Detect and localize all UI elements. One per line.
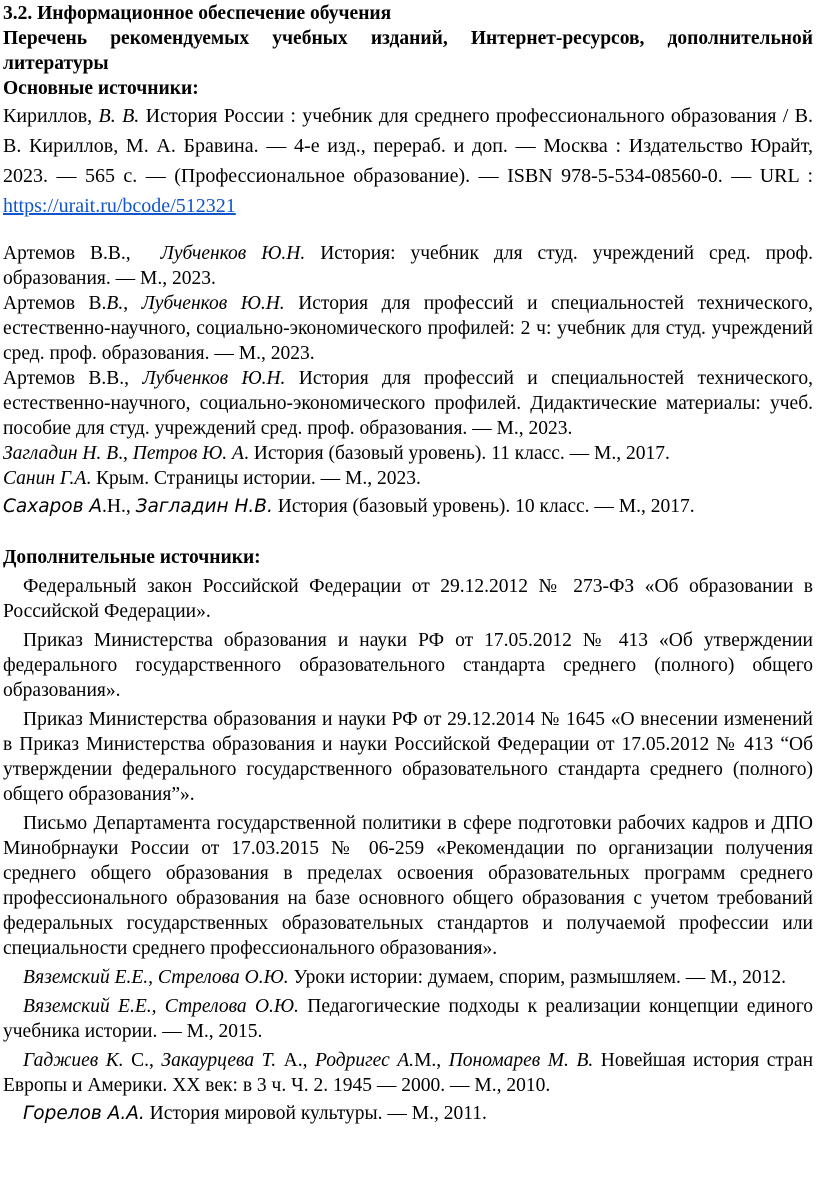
- entry-author: Загладин Н. В: [3, 443, 119, 464]
- entry-vyazemsky-2: [3, 994, 813, 1044]
- entry-author-initials: В. В.: [98, 105, 140, 127]
- entry-order-413: Приказ Министерства образования и науки РФ от 17.05.2012 № 413 «Об утверждении федерального государственного образовательного стандарта среднего (полного) общего образования».: [3, 630, 813, 701]
- entry-text: Педагогические подходы к реализации концепции единого учебника истории. — М., 2015.: [3, 996, 814, 1042]
- entry-gorelov: [3, 1101, 813, 1126]
- entry-coauthor: Петров Ю. А: [132, 443, 244, 464]
- entry-author-sep: ,: [123, 293, 129, 314]
- entry-kirillov: [3, 101, 813, 221]
- entry-sanin: [3, 466, 813, 491]
- entry-author: Вяземский Е.Е., Стрелова О.Ю.: [23, 996, 299, 1017]
- entry-author: Пономарев М. В.: [448, 1050, 594, 1071]
- entry-author-initial: В.: [106, 293, 124, 314]
- entry-zagladin: [3, 441, 813, 466]
- entry-artemov-2: [3, 291, 813, 366]
- spacer: [3, 221, 813, 241]
- entry-vyazemsky-1: [3, 965, 813, 990]
- entry-author-sep: .,: [118, 443, 133, 464]
- entry-author-rest: А.,: [276, 1050, 316, 1071]
- entry-text: История для профессий и специальностей технического, естественно-научного, социально-экономического профилей: 2 ч: учебник для студ. учреждений сред. проф. образования. — М., 2023.: [3, 293, 814, 364]
- entry-author: Вяземский Е.Е., Стрелова О.Ю.: [23, 967, 289, 988]
- section-subtitle: Перечень рекомендуемых учебных изданий, Интернет-ресурсов, дополнительной литературы: [3, 28, 813, 74]
- entry-author-rest: С.,: [123, 1050, 162, 1071]
- entry-text: . Крым. Страницы истории. — М., 2023.: [86, 468, 421, 489]
- entry-artemov-3: [3, 366, 813, 441]
- entry-coauthor: Лубченков Ю.Н.: [160, 243, 306, 264]
- entry-author: Закаурцева Т.: [161, 1050, 277, 1071]
- entry-coauthor: Загладин Н.В.: [135, 496, 273, 517]
- entry-text: . История (базовый уровень). 11 класс. — М., 2017.: [243, 443, 670, 464]
- entry-author: Санин Г.А: [3, 468, 87, 489]
- entry-author: Гаджиев К.: [23, 1050, 124, 1071]
- entry-letter-06-259: Письмо Департамента государственной политики в сфере подготовки рабочих кадров и ДПО Минобрнауки России от 17.03.2015 № 06-259 «Рекомендации по организации получения среднего общего образования в пределах освоения образовательных программ среднего профессионального образования на базе основного общего образования с учетом требований федеральных государственных образовательных стандартов и получаемой профессии или специальности среднего профессионального образования».: [3, 813, 813, 959]
- entry-text: Новейшая история стран Европы и Америки. XX век: в 3 ч. Ч. 2. 1945 — 2000. — М., 2010.: [3, 1050, 813, 1096]
- entry-text: История: учебник для студ. учреждений сред. проф. образования. — М., 2023.: [3, 243, 814, 289]
- entry-author-rest: .Н.,: [102, 496, 131, 517]
- entry-text: История для профессий и специальностей технического, естественно-научного, социально-экономического профилей. Дидактические материалы: учеб. пособие для студ. учреждений сред. проф. образования. — М., 2023.: [3, 368, 813, 439]
- entry-author: Родригес А.: [315, 1050, 415, 1071]
- entry-text: Уроки истории: думаем, спорим, размышляем. — М., 2012.: [293, 967, 786, 988]
- entry-sakharov: [3, 494, 813, 519]
- entry-gadzhiev: [3, 1048, 813, 1098]
- section-title: 3.2. Информационное обеспечение обучения: [3, 3, 392, 24]
- entry-text: История России : учебник для среднего профессионального образования / В. В. Кириллов, М. А. Бравина. — 4-е изд., перераб. и доп. — Москва : Издательство Юрайт, 2023. — 565 с. — (Профессиональное образование). — ISBN 978-5-534-08560-0. — URL :: [3, 105, 814, 187]
- entry-author: Сахаров А: [3, 496, 103, 517]
- entry-coauthor: Лубченков Ю.Н.: [142, 368, 286, 389]
- url-link[interactable]: https://urait.ru/bcode/512321: [3, 195, 236, 217]
- entry-author: Артемов В.: [3, 293, 107, 314]
- entry-author: Артемов В.В.,: [3, 368, 130, 389]
- entry-artemov-1: [3, 241, 813, 291]
- additional-sources-heading: Дополнительные источники:: [3, 547, 261, 568]
- main-sources-heading: Основные источники:: [3, 78, 199, 99]
- entry-author: Артемов В.В.,: [3, 243, 131, 264]
- entry-law-273: Федеральный закон Российской Федерации от 29.12.2012 № 273-ФЗ «Об образовании в Российской Федерации».: [3, 576, 813, 622]
- entry-order-1645: Приказ Министерства образования и науки РФ от 29.12.2014 № 1645 «О внесении изменений в Приказ Министерства образования и науки Российской Федерации от 17.05.2012 № 413 “Об утверждении федерального государственного образовательного стандарта среднего (полного) общего образования”».: [3, 709, 813, 805]
- entry-author-rest: М.,: [414, 1050, 449, 1071]
- spacer: [3, 519, 813, 545]
- entry-text: История (базовый уровень). 10 класс. — М., 2017.: [277, 496, 695, 517]
- entry-author: Горелов А.А.: [23, 1103, 145, 1124]
- entry-author: Кириллов,: [3, 105, 93, 127]
- entry-coauthor: Лубченков Ю.Н.: [141, 293, 285, 314]
- entry-text: История мировой культуры. — М., 2011.: [144, 1103, 487, 1124]
